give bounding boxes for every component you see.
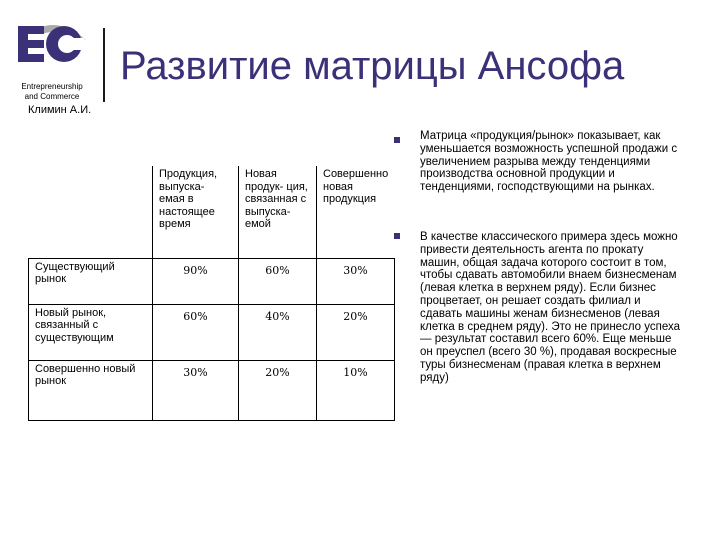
column-header-current-product: Продукция, выпуска- емая в настоящее время bbox=[153, 166, 239, 258]
bullet-text-1: Матрица «продукция/рынок» показывает, как уменьшается возможность успешной продажи с увеличением разрыва между тенденциями производства основной продукции и тенденциями, господствующими на рынках. bbox=[420, 130, 678, 194]
column-header-related-product: Новая продук- ция, связанная с выпуска- емой bbox=[239, 166, 317, 258]
table-cell: 60% bbox=[153, 304, 239, 360]
author-name: Климин А.И. bbox=[28, 104, 92, 116]
table-cell: 60% bbox=[239, 258, 317, 304]
table-cell: 30% bbox=[317, 258, 395, 304]
table-row bbox=[29, 360, 395, 420]
bullet-icon bbox=[394, 137, 400, 143]
table-header-row bbox=[29, 166, 395, 258]
ansoff-matrix-table bbox=[28, 166, 395, 421]
ec-logo-icon bbox=[14, 14, 88, 76]
header-divider bbox=[103, 28, 105, 102]
table-cell: 40% bbox=[239, 304, 317, 360]
logo bbox=[6, 14, 98, 101]
row-header-existing-market: Существующий рынок bbox=[29, 258, 153, 304]
column-header-new-product: Совершенно новая продукция bbox=[317, 166, 395, 258]
table-row bbox=[29, 258, 395, 304]
table-cell: 30% bbox=[153, 360, 239, 420]
table-row bbox=[29, 304, 395, 360]
table-corner-cell bbox=[29, 166, 153, 258]
logo-caption bbox=[6, 82, 98, 102]
table-cell: 10% bbox=[317, 360, 395, 420]
row-header-related-market: Новый рынок, связанный с существующим bbox=[29, 304, 153, 360]
logo-caption-line1: Entrepreneurship bbox=[21, 82, 83, 91]
table-cell: 20% bbox=[317, 304, 395, 360]
table-cell: 90% bbox=[153, 258, 239, 304]
bullet-icon bbox=[394, 233, 400, 239]
bullet-text-2: В качестве классического примера здесь можно привести деятельность агента по прокату машин, общая задача которого состоит в том, чтобы сдавать автомобили внаем бизнесменам (левая клетка в верхнем ряду). Если бизнес процветает, он решает создать филиал и сдавать машины женам бизнесменов (левая клетка в среднем ряду). Это не принесло успеха — результат составил всего 60%. Еще меньше он преуспел (всего 30 %), продавая воскресные туры бизнесменам (правая клетка в верхнем ряду) bbox=[420, 231, 681, 384]
row-header-new-market: Совершенно новый рынок bbox=[29, 360, 153, 420]
logo-caption-line2: and Commerce bbox=[24, 92, 80, 101]
page-title: Развитие матрицы Ансофа bbox=[120, 44, 625, 88]
table-cell: 20% bbox=[239, 360, 317, 420]
